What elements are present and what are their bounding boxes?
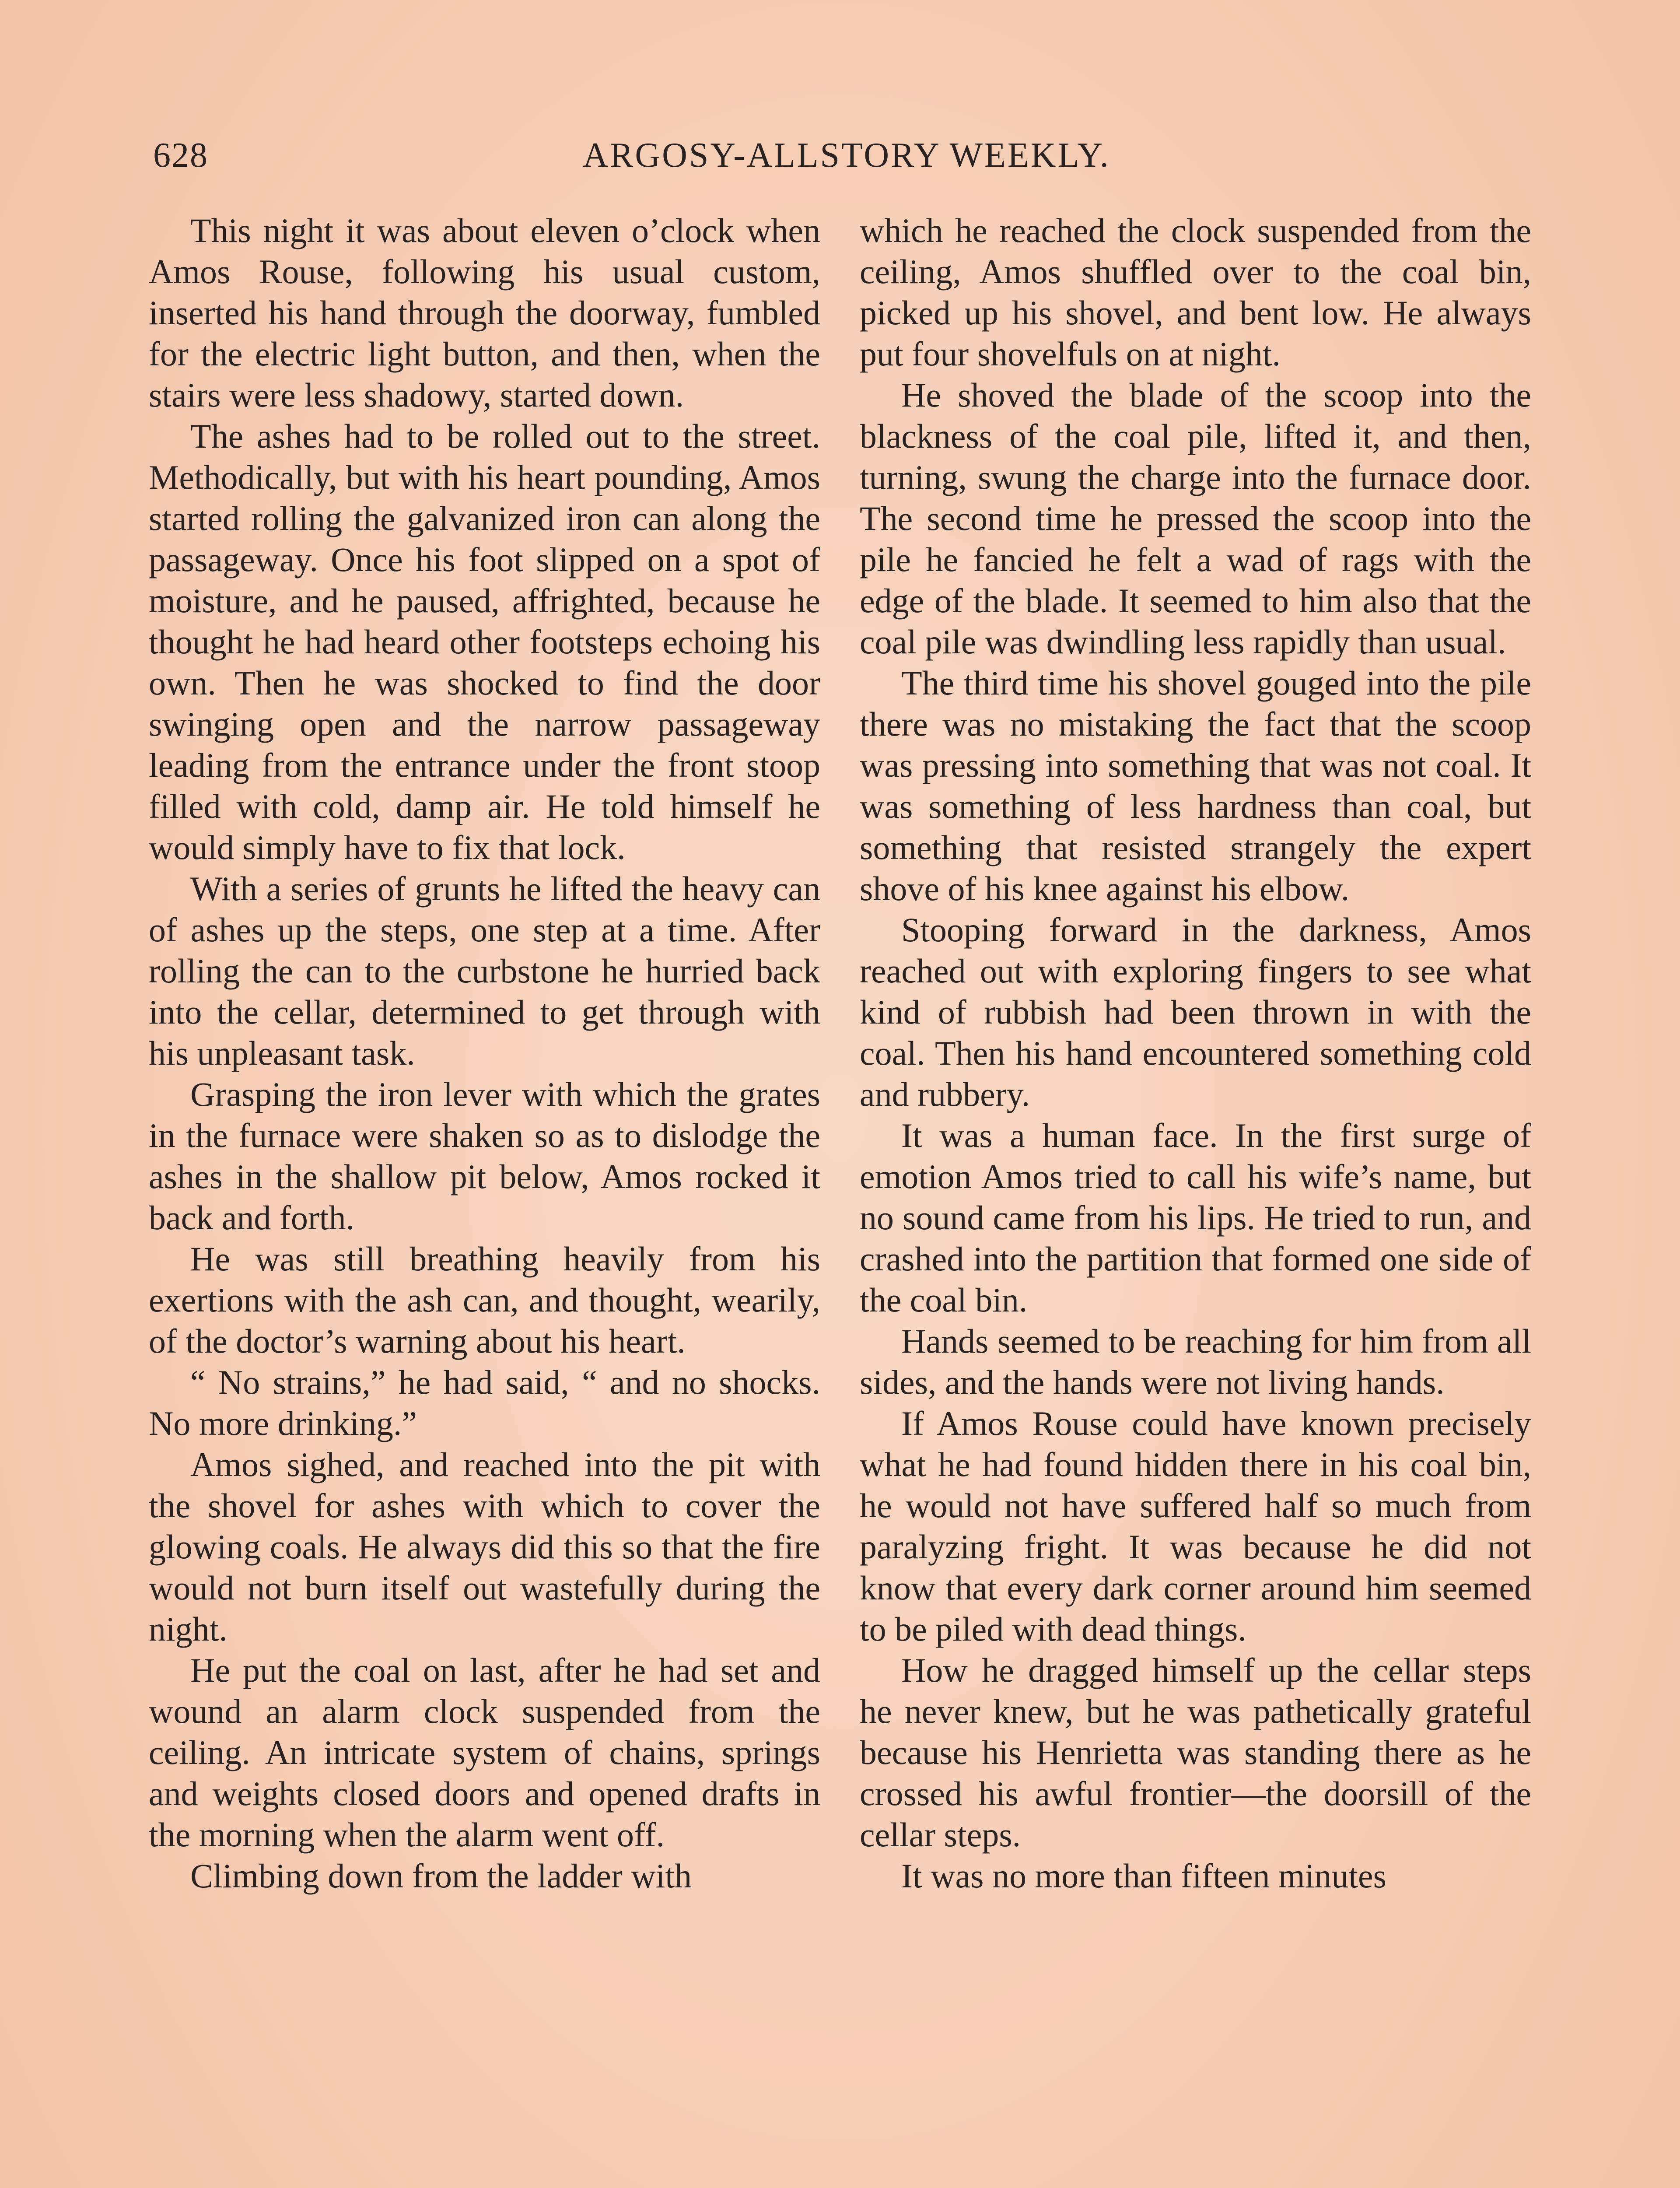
paragraph: “ No strains,” he had said, “ and no shocks. No more drinking.”: [149, 1363, 820, 1442]
left-column: [149, 210, 820, 1897]
paragraph: The third time his shovel gouged into the pile there was no mistaking the fact that the scoop was pressing into something that was not coal. It was something of less hardness than coal, but something that resisted strangely the expert shove of his knee against his elbow.: [860, 664, 1531, 908]
paragraph: This night it was about eleven o’clock when Amos Rouse, following his usual custom, inserted his hand through the doorway, fumbled for the electric light button, and then, when the stairs were less shadowy, started down.: [149, 211, 820, 414]
paragraph: He put the coal on last, after he had set and wound an alarm clock suspended from the ceiling. An intricate system of chains, springs and weights closed doors and opened drafts in the morning when the alarm went off.: [149, 1651, 820, 1854]
paragraph: Climbing down from the ladder with: [190, 1857, 692, 1895]
paragraph: Stooping forward in the darkness, Amos reached out with exploring fingers to see what kind of rubbish had been thrown in with the coal. Then his hand encountered something cold and rubbery.: [860, 911, 1531, 1113]
paragraph: With a series of grunts he lifted the heavy can of ashes up the steps, one step at a time. After rolling the can to the curbstone he hurried back into the cellar, determined to get through with his unpleasant task.: [149, 870, 820, 1072]
page-header: [153, 131, 1540, 179]
paragraph: Hands seemed to be reaching for him from all sides, and the hands were not living hands.: [860, 1322, 1531, 1401]
running-head: ARGOSY-ALLSTORY WEEKLY.: [583, 136, 1110, 175]
paragraph: It was no more than fifteen minutes: [901, 1857, 1387, 1895]
paragraph: He was still breathing heavily from his exertions with the ash can, and thought, wearily, of the doctor’s warning about his heart.: [149, 1240, 820, 1360]
paragraph: It was a human face. In the first surge of emotion Amos tried to call his wife’s name, but no sound came from his lips. He tried to run, and crashed into the partition that formed one side of the coal bin.: [860, 1116, 1531, 1319]
paragraph: If Amos Rouse could have known precisely what he had found hidden there in his coal bin, he would not have suffered half so much from paralyzing fright. It was because he did not know that every dark corner around him seemed to be piled with dead things.: [860, 1404, 1531, 1648]
paragraph: Grasping the iron lever with which the grates in the furnace were shaken so as to dislodge the ashes in the shallow pit below, Amos rocked it back and forth.: [149, 1075, 820, 1237]
page-number: 628: [153, 136, 208, 175]
paragraph: How he dragged himself up the cellar steps he never knew, but he was pathetically grateful because his Henrietta was standing there as he crossed his awful frontier—the doorsill of the cellar steps.: [860, 1651, 1531, 1854]
paragraph: The ashes had to be rolled out to the street. Methodically, but with his heart pounding, Amos started rolling the galvanized iron can along the passageway. Once his foot slipped on a spot of moisture, and he paused, affrighted, because he thought he had heard other footsteps echoing his own. Then he was shocked to find the door swinging open and the narrow passageway leading from the entrance under the front stoop filled with cold, damp air. He told himself he would simply have to fix that lock.: [149, 417, 820, 866]
right-column: [860, 210, 1531, 1897]
article-body: [149, 210, 1540, 2188]
paragraph: He shoved the blade of the scoop into the blackness of the coal pile, lifted it, and then, turning, swung the charge into the furnace door. The second time he pressed the scoop into the pile he fancied he felt a wad of rags with the edge of the blade. It seemed to him also that the coal pile was dwindling less rapidly than usual.: [860, 376, 1531, 661]
paragraph: which he reached the clock suspended from the ceiling, Amos shuffled over to the coal bin, picked up his shovel, and bent low. He always put four shovelfuls on at night.: [860, 211, 1531, 373]
paragraph: Amos sighed, and reached into the pit with the shovel for ashes with which to cover the glowing coals. He always did this so that the fire would not burn itself out wastefully during the night.: [149, 1445, 820, 1648]
